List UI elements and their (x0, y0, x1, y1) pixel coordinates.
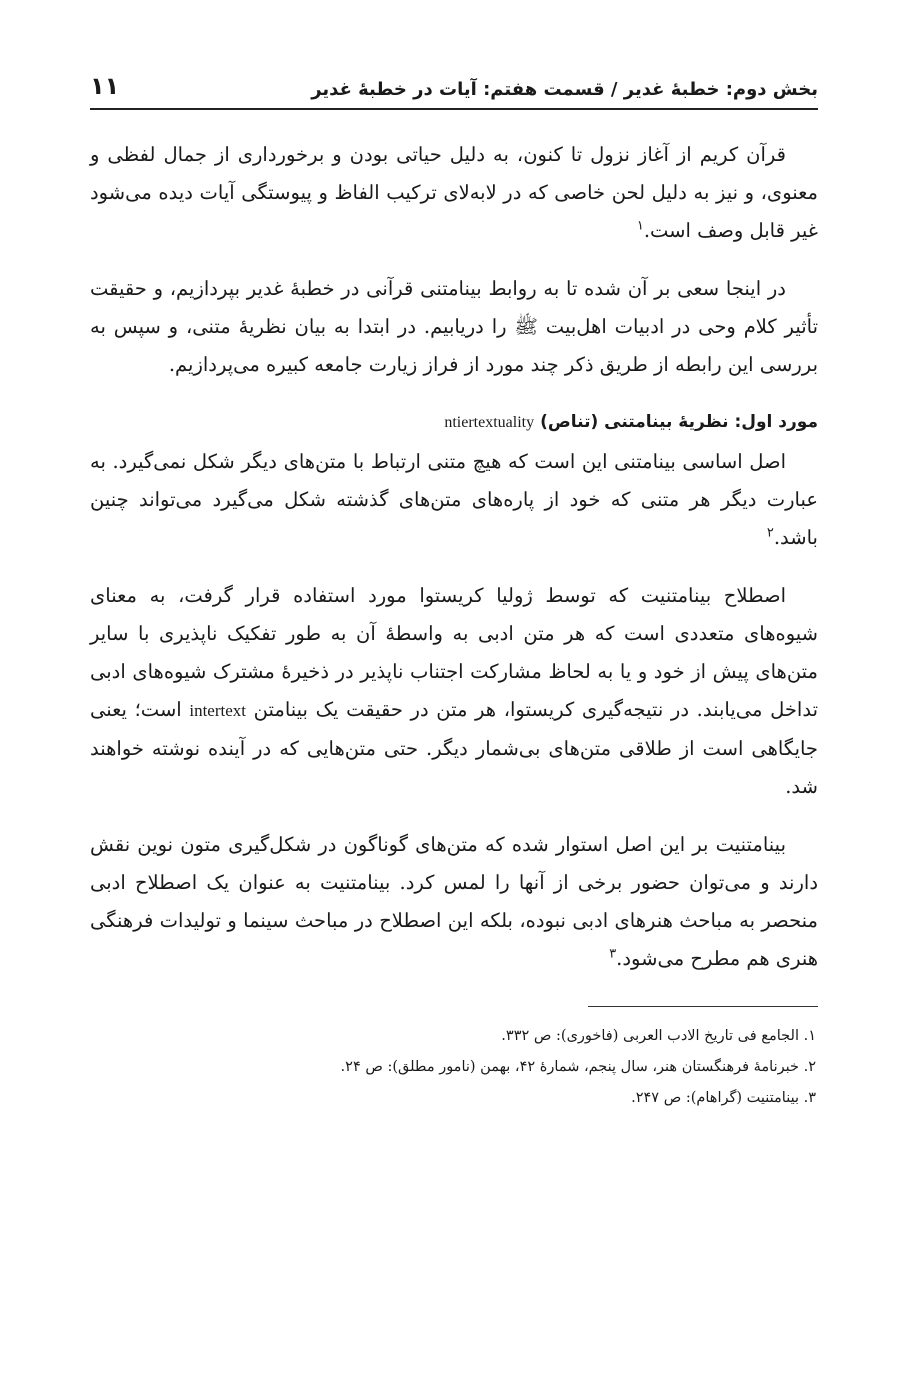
paragraph-text: اصطلاح بینامتنیت که توسط ژولیا کریستوا مورد استفاده قرار گرفت، به معنای شیوه‌های متعددی است که هر متن ادبی به واسطهٔ آن به طور تفکیک ناپذیری با سایر متن‌های پیش از خود و یا به لحاظ مشارکت اجتناب ناپذیر در ذخیرهٔ مشترک شیوه‌های ادبی تداخل می‌یابند. در نتیجه‌گیری کریستوا، هر متن در حقیقت یک بینامتن (90, 584, 819, 721)
footnote-1: ۱. الجامع فی تاریخ الادب العربی (فاخوری): ص ۳۳۲. (501, 1028, 816, 1044)
paragraph-text: است؛ یعنی جایگاهی است از طلاقی متن‌های بی‌شمار دیگر. حتی متن‌هایی که در آینده نوشته خواهند شد. (90, 698, 818, 798)
footnote-ref-3[interactable]: ۳ (609, 946, 617, 962)
footnote-2: ۲. خبرنامهٔ فرهنگستان هنر، سال پنجم، شمارهٔ ۴۲، بهمن (نامور مطلق): ص ۲۴. (340, 1059, 816, 1075)
paragraph-quran-intro (90, 136, 818, 250)
paragraph-intertext-principle (90, 443, 818, 557)
paragraph-kristeva (90, 577, 818, 806)
paragraph-intertext-scope (90, 826, 818, 978)
footnotes (90, 1021, 818, 1114)
footnote-ref-1[interactable]: ۱ (636, 218, 644, 234)
section-heading (90, 404, 818, 441)
section-heading-latin: ntiertextuality (444, 414, 535, 431)
latin-term-intertext: intertext (189, 701, 246, 720)
footnote-ref-2[interactable]: ۲ (766, 525, 774, 541)
paragraph-text: اصل اساسی بینامتنی این است که هیچ متنی ارتباط با متن‌های دیگر شکل نمی‌گیرد. به عبارت دیگر هر متنی که خود از پاره‌های متن‌های گذشته شکل می‌گیرد می‌تواند چنین باشد. (90, 450, 818, 549)
paragraph-text: قرآن کریم از آغاز نزول تا کنون، به دلیل حیاتی بودن و برخورداری از جمال لفظی و معنوی، و نیز به دلیل لحن خاصی که در لابه‌لای ترکیب الفاظ و پیوستگی آیات دیده می‌شود غیر قابل وصف است. (90, 143, 818, 242)
footnote-divider (588, 1006, 818, 1007)
footnote-3: ۳. بینامتنیت (گراهام): ص ۲۴۷. (631, 1090, 816, 1106)
body-text (90, 136, 818, 978)
paragraph-text: در اینجا سعی بر آن شده تا به روابط بینامتنی قرآنی در خطبهٔ غدیر بپردازیم، و حقیقت تأثیر کلام وحی در ادبیات اهل‌بیت ﷺ را دریابیم. در ابتدا به بیان نظریهٔ متنی، و سپس به بررسی این رابطه از طریق ذکر چند مورد از فراز زیارت جامعه کبیره می‌پردازیم. (90, 277, 818, 376)
running-title: بخش دوم: خطبهٔ غدیر / قسمت هفتم: آیات در خطبهٔ غدیر (311, 79, 818, 100)
section-heading-text: مورد اول: نظریهٔ بینامتنی (تناص) (540, 412, 818, 432)
paragraph-text: بینامتنیت بر این اصل استوار شده که متن‌های گوناگون در شکل‌گیری متون نوین نقش دارند و می‌توان حضور برخی از آنها را لمس کرد. بینامتنیت به عنوان یک اصطلاح ادبی منحصر به مباحث هنرهای ادبی نبوده، بلکه این اصطلاح در مباحث سینما و تولیدات فرهنگی هنری هم مطرح می‌شود. (90, 833, 818, 970)
page-number: ۱۱ (90, 72, 120, 100)
running-header (90, 60, 818, 110)
book-page (90, 60, 818, 1114)
paragraph-purpose (90, 270, 818, 384)
